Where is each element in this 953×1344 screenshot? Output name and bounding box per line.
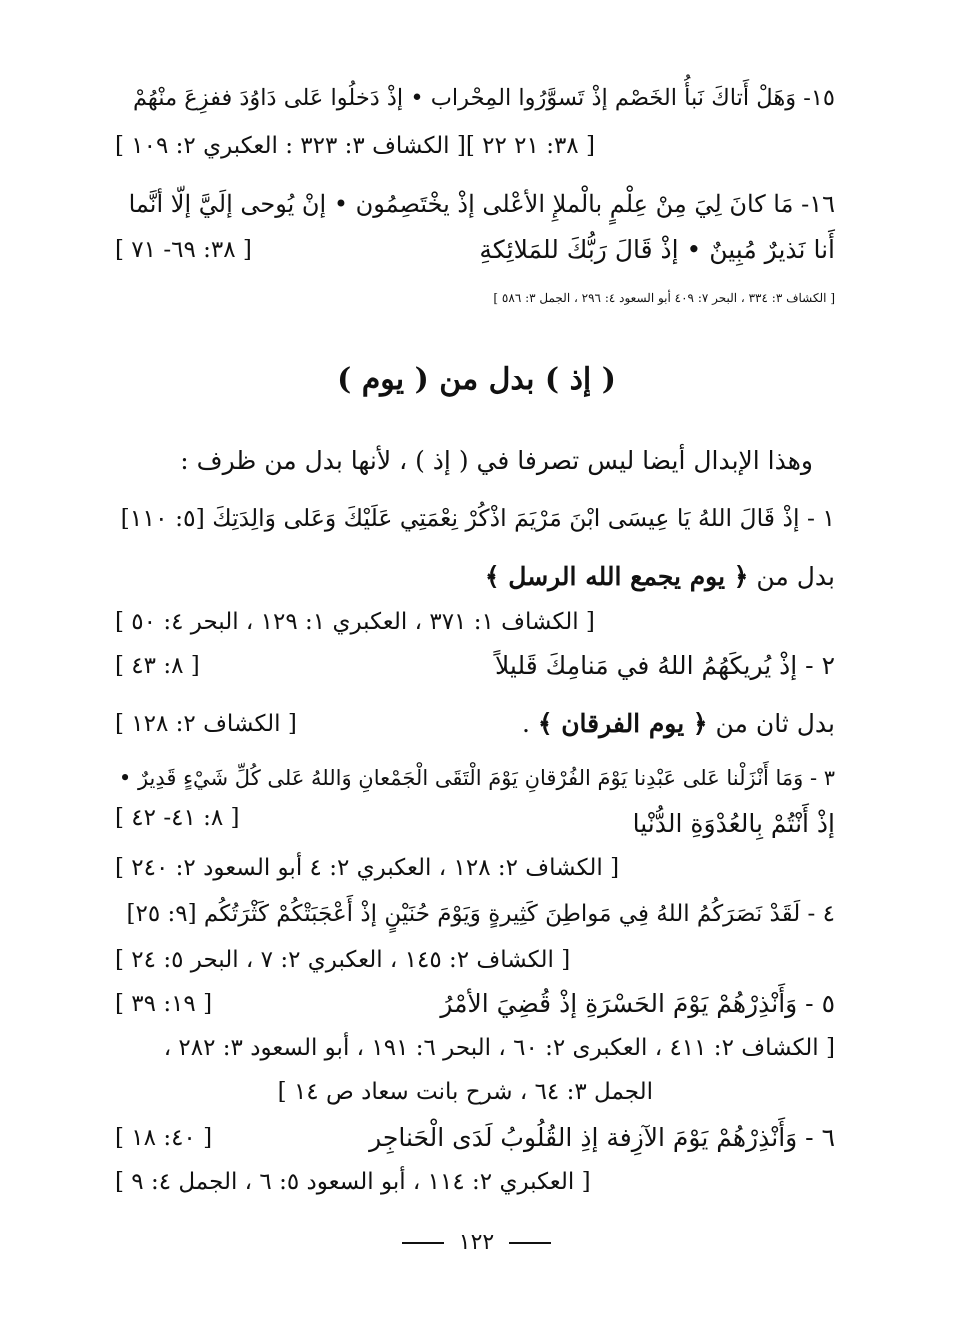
example-1-note <box>485 559 835 595</box>
example-6-surah-ref: [ ٤٠: ١٨ ] <box>115 1125 213 1151</box>
example-3-surah-ref: [ ٨: ٤١- ٤٢ ] <box>115 805 240 831</box>
verse-16-line-2: أَنا نَذيرٌ مُبِينٌ • إذْ قَالَ رَبُّكَ للمَلائِكةِ <box>479 235 835 264</box>
page-footer <box>0 1230 953 1255</box>
example-6-sources: [ العكبري ٢: ١١٤ ، أبو السعود ٥: ٦ ، الجمل ٤: ٩ ] <box>115 1169 591 1195</box>
example-3-line-2: إذْ أَنْتُمْ بِالعُدْوَةِ الدُّنْيا <box>632 809 835 838</box>
verse-16-sources: [ الكشاف ٣: ٣٣٤ ، البحر ٧: ٤٠٩ أبو السعود ٤: ٢٩٦ ، الجمل ٣: ٥٨٦ ] <box>493 291 835 305</box>
example-5-surah-ref: [ ١٩: ٣٩ ] <box>115 991 213 1017</box>
example-1-note-bold: ﴿ يوم يجمع الله الرسل ﴾ <box>484 562 749 591</box>
example-2-note-prefix: بدل ثان من <box>715 709 835 738</box>
example-5-text: ٥ - وَأَنْذِرْهُمْ يَوْمَ الحَسْرَةِ إذْ قُضِيَ الأمْرُ <box>440 989 835 1018</box>
intro-paragraph-line-1: وهذا الإبدال أيضا ليس تصرفا في ( إذ ) ، لأنها بدل من ظرف : <box>180 446 813 475</box>
example-2-note-bold: ﴿ يوم الفرقان ﴾ <box>537 709 708 738</box>
verse-15-text: ١٥- وَهَلْ أَتاكَ نَبأُ الخَصْم إذْ تَسوَّرُوا المِحْراب • إذْ دَخلُوا عَلى دَاوُدَ ففزِعَ منْهُمْ <box>132 85 835 111</box>
verse-15-line <box>133 80 835 116</box>
example-1-sources: [ الكشاف ١: ٣٧١ ، العكبري ١: ١٢٩ ، البحر ٤: ٥٠ ] <box>115 609 595 635</box>
page-number: ١٢٢ <box>458 1230 495 1255</box>
example-2-sources: [ الكشاف ٢: ١٢٨ ] <box>115 711 297 737</box>
footer-dash-right <box>509 1242 551 1244</box>
verse-16-surah-ref: [ ٣٨: ٦٩- ٧١ ] <box>115 237 252 263</box>
example-5-sources-line-1: [ الكشاف ٢: ٤١١ ، العكبرى ٢: ٦٠ ، البحر ٦: ١٩١ ، أبو السعود ٣: ٢٨٢ ، <box>163 1035 835 1061</box>
verse-15-ref: [ ٣٨: ٢١ ٢٢ ][ الكشاف ٣: ٣٢٣ : العكبري ٢: ١٠٩ ] <box>115 133 595 159</box>
example-3-line-1: ٣ - وَمَا أَنْزَلْنا عَلى عَبْدِنا يَوْمَ الفُرْقانِ يَوْمَ الْتَقَى الْجَمْعانِ وَاللهُ عَلى كُلِّ شَيْءٍ قَدِيرٌ • <box>118 766 835 790</box>
example-6-text: ٦ - وَأَنْذِرْهُمْ يَوْمَ الآزِفة إذِ القُلُوبُ لَدَى الْحَناجِر <box>369 1123 835 1152</box>
footer-dash-left <box>402 1242 444 1244</box>
example-2-note-suffix: . <box>521 709 530 738</box>
example-2-text: ٢ - إذْ يُريكَهُمُ اللهُ في مَنامِكَ قَليلاً <box>495 651 835 680</box>
verse-16-line-1: ١٦- مَا كانَ لِيَ مِنْ عِلْمٍ بالْملإِ الأعْلى إذْ يخْتَصِمُون • إنْ يُوحى إلَيَّ إلّا أنَّما <box>128 190 835 218</box>
example-2-surah-ref: [ ٨: ٤٣ ] <box>115 653 200 679</box>
example-1-note-prefix: بدل من <box>756 562 835 591</box>
section-heading: ( إذ ) بدل من ( يوم ) <box>337 362 616 397</box>
example-3-sources: [ الكشاف ٢: ١٢٨ ، العكبري ٢: ٤ أبو السعود ٢: ٢٤٠ ] <box>115 855 620 881</box>
example-4-sources: [ الكشاف ٢: ١٤٥ ، العكبري ٢: ٧ ، البحر ٥: ٢٤ ] <box>115 947 571 973</box>
example-5-sources-line-2: الجمل ٣: ٦٤ ، شرح بانت سعاد ص ١٤ ] <box>277 1079 653 1105</box>
example-4-text: ٤ - لَقَدْ نَصَرَكُمُ اللهُ فِي مَواطِنَ كَثِيرةٍ وَيَوْمَ حُنَيْنٍ إذْ أَعْجَبَتْكُمْ كَثْرَتُكُم [٩: ٢٥] <box>126 901 835 927</box>
example-2-note <box>522 706 835 742</box>
example-1-text: ١ - إذْ قَالَ اللهُ يَا عِيسَى ابْنَ مَرْيَمَ اذْكُرْ نِعْمَتِي عَلَيْكَ وَعَلى وَالِدَتِكَ [٥: ١١٠] <box>120 504 835 532</box>
